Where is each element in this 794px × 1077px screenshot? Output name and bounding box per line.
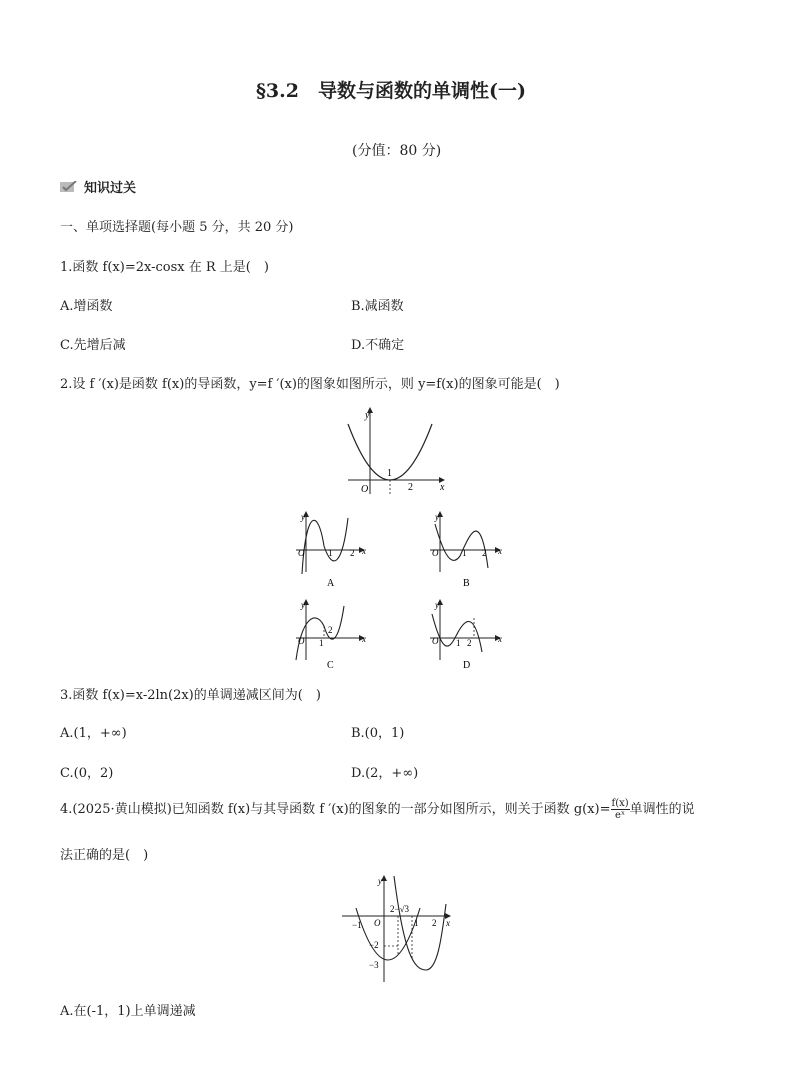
svg-text:1: 1 [462,548,467,558]
option-d-label: D [463,660,471,671]
svg-text:1: 1 [456,638,461,648]
option-b-graph [426,508,506,590]
svg-text:x: x [498,546,502,556]
section-icon [60,178,78,190]
q3-option-a: A.(1，+∞) [60,726,127,741]
svg-text:2: 2 [467,638,472,648]
score-info: (分值：80 分) [352,143,442,159]
y-axis-label: y [365,410,370,421]
svg-text:2: 2 [328,625,333,635]
q1-option-a: A.增函数 [60,299,113,314]
part-heading: 一、单项选择题(每小题 5 分，共 20 分) [60,220,294,235]
tick-1: 1 [387,468,392,479]
option-c-graph [292,596,370,672]
svg-text:y: y [435,512,439,522]
svg-text:1: 1 [328,548,333,558]
svg-text:y: y [435,600,439,610]
q3-option-d: D.(2，+∞) [351,766,419,781]
svg-text:x: x [362,634,366,644]
svg-text:2: 2 [350,548,355,558]
tick-2: 2 [408,482,413,493]
svg-text:O: O [432,548,439,558]
q3-option-c: C.(0，2) [60,766,114,781]
option-a-graph [292,508,370,590]
svg-text:O: O [298,548,305,558]
q3-option-b: B.(0，1) [351,726,405,741]
section-label: 知识过关 [84,181,137,196]
svg-text:1: 1 [319,638,324,648]
g-fraction [611,798,630,821]
function-derivative-graph [338,874,458,986]
svg-text:2: 2 [432,918,437,928]
svg-text:O: O [298,636,305,646]
q4-option-a: A.在(-1，1)上单调递减 [60,1004,196,1019]
q1-option-c: C.先增后减 [60,338,126,353]
svg-text:O: O [374,918,381,928]
svg-text:−1: −1 [352,920,362,930]
question-1-stem: 1.函数 f(x)=2x-cosx 在 R 上是( ) [60,260,269,275]
x-axis-label: x [440,482,445,493]
svg-text:−2: −2 [369,940,379,950]
curve-2 [394,876,446,970]
option-b-label: B [463,578,470,589]
svg-text:y: y [301,600,305,610]
fraction-numerator: f(x) [611,798,629,809]
svg-text:1: 1 [414,918,419,928]
svg-text:x: x [362,546,366,556]
question-2-stem: 2.设 f ′(x)是函数 f(x)的导函数，y=f ′(x)的图象如图所示，则 y=f(x)的图象可能是( ) [60,377,560,392]
svg-text:y: y [301,512,305,522]
svg-text:x: x [498,634,502,644]
question-4-stem-line2: 法正确的是( ) [60,848,149,863]
svg-text:2−√3: 2−√3 [390,904,410,914]
fraction-denominator: eˣ [615,810,626,821]
q4-stem-pre: 4.(2025·黄山模拟)已知函数 f(x)与其导函数 f ′(x)的图象的一部分如图所示，则关于函数 g(x)= [60,802,611,817]
svg-text:y: y [378,876,382,886]
q4-stem-post: 单调性的说 [629,802,695,817]
q1-option-b: B.减函数 [351,299,404,314]
question-3-stem: 3.函数 f(x)=x-2ln(2x)的单调递减区间为( ) [60,688,321,703]
origin-label: O [361,484,369,495]
svg-text:x: x [446,918,450,928]
svg-text:2: 2 [482,548,487,558]
svg-text:−3: −3 [369,960,379,970]
option-d-graph [426,596,506,672]
question-4-stem [60,798,695,821]
page-title: §3.2 导数与函数的单调性(一) [256,80,526,102]
option-c-label: C [327,660,334,671]
q1-option-d: D.不确定 [351,338,405,353]
option-a-label: A [327,578,335,589]
derivative-graph [340,404,450,496]
svg-text:O: O [432,636,439,646]
